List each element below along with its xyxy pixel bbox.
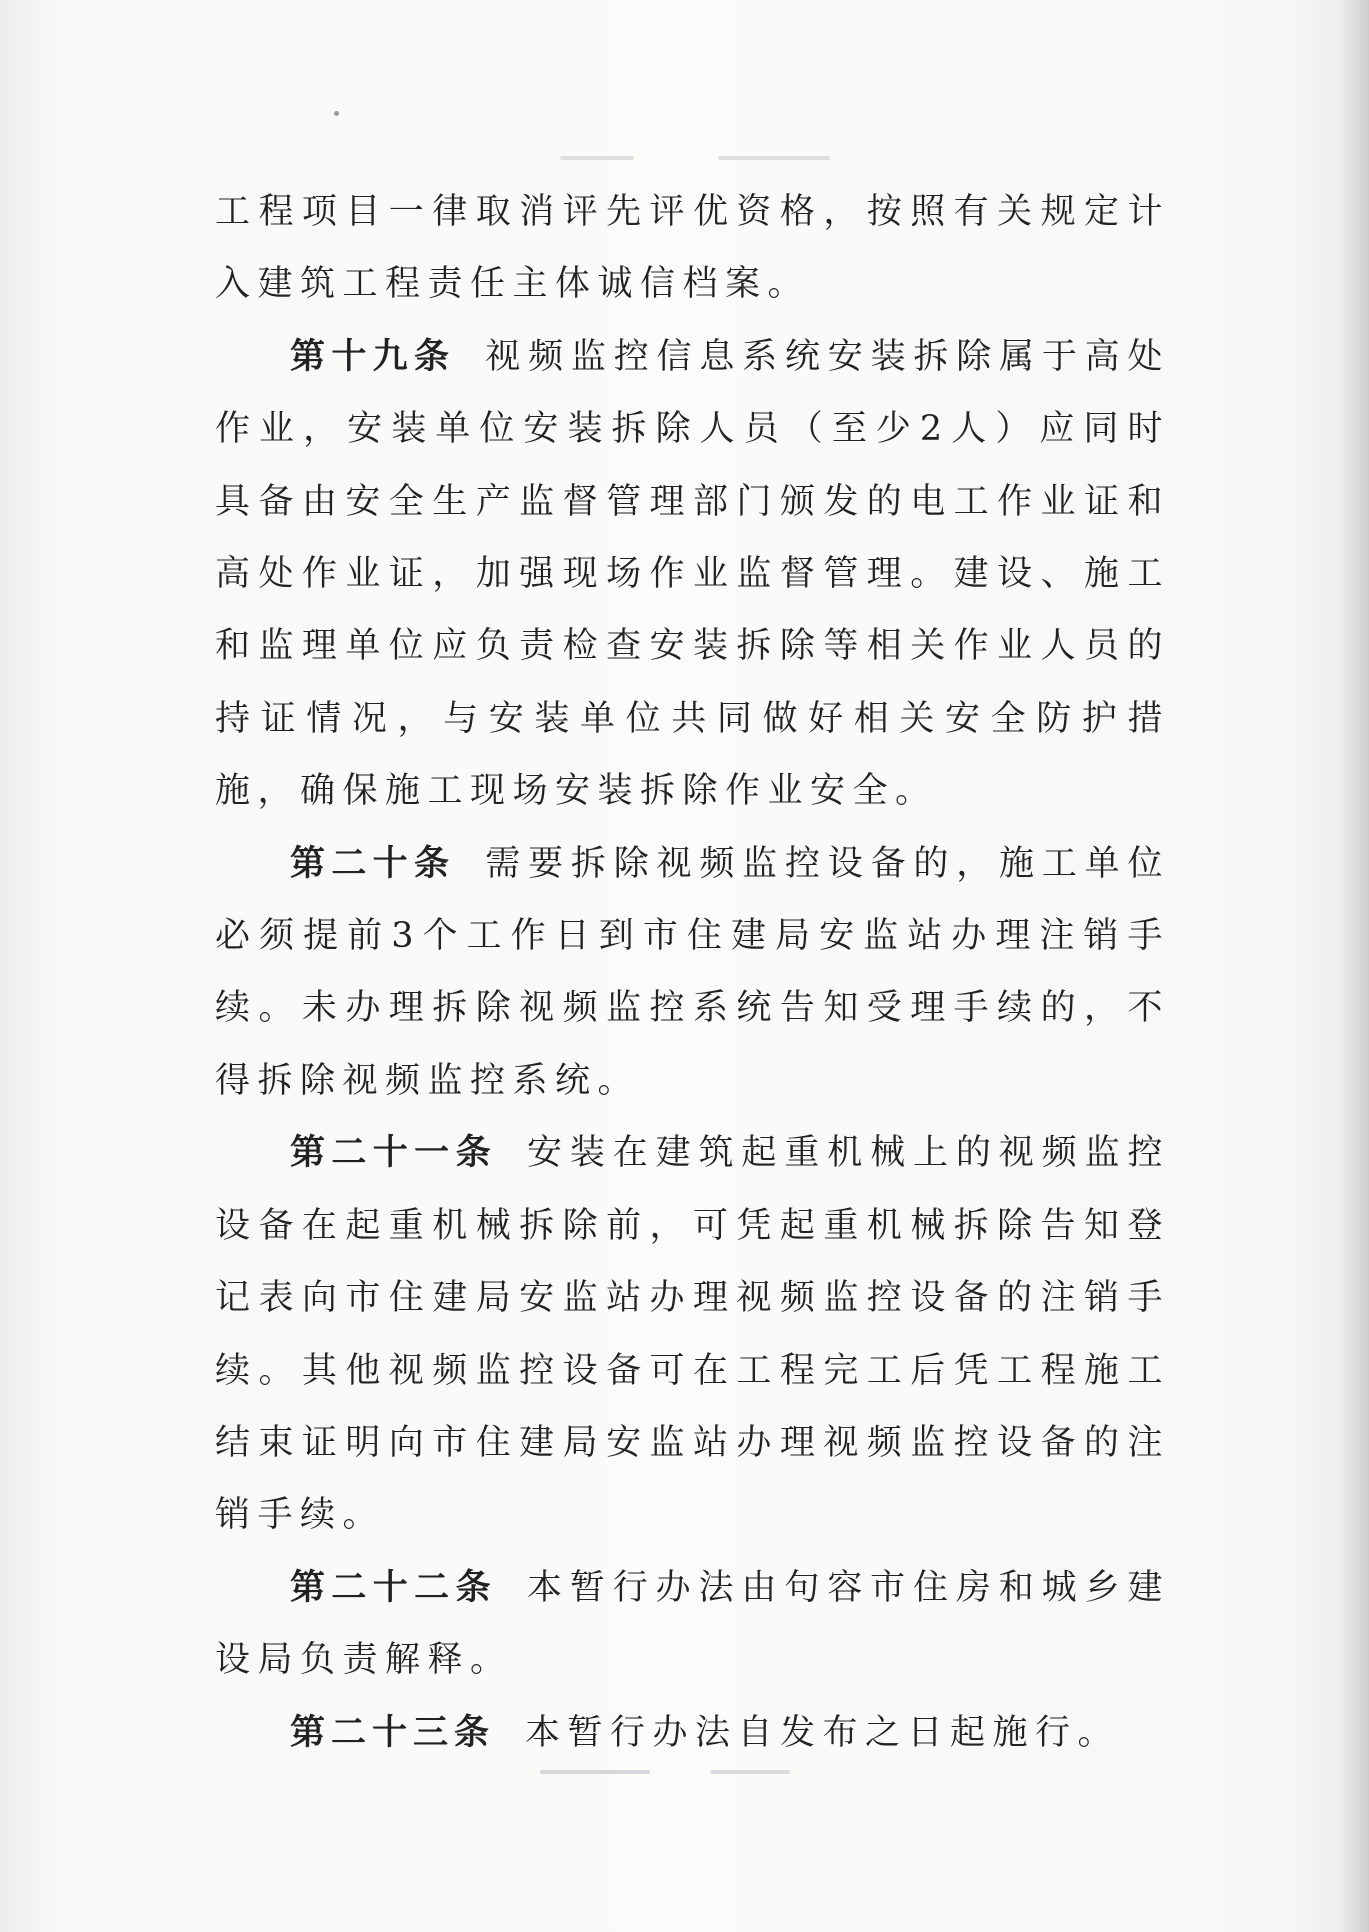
article-22-title: 第二十二条 xyxy=(290,1566,497,1608)
article-23-text: 本暂行办法自发布之日起施行。 xyxy=(525,1712,1121,1753)
scan-smudge xyxy=(560,156,634,160)
article-22-text: 本暂行办法由句容市住房和城乡建设局负责解释。 xyxy=(215,1567,1170,1681)
scan-speck xyxy=(334,111,339,116)
scan-smudge xyxy=(718,156,830,160)
article-22-paragraph xyxy=(215,1552,1170,1697)
article-19-paragraph xyxy=(215,321,1170,828)
article-20-text: 需要拆除视频监控设备的，施工单位必须提前3个工作日到市住建局安监站办理注销手续。未办理拆除视频监控系统告知受理手续的，不得拆除视频监控系统。 xyxy=(215,843,1170,1101)
article-23-paragraph xyxy=(215,1697,1170,1769)
scan-smudge xyxy=(710,1770,790,1774)
paragraph-text: 工程项目一律取消评先评优资格，按照有关规定计入建筑工程责任主体诚信档案。 xyxy=(215,192,1170,305)
document-body xyxy=(215,176,1170,1769)
continuation-paragraph xyxy=(215,176,1170,321)
article-20-title: 第二十条 xyxy=(290,842,456,884)
article-20-paragraph xyxy=(215,828,1170,1118)
article-19-title: 第十九条 xyxy=(290,335,456,377)
scan-smudge xyxy=(540,1770,650,1774)
article-21-paragraph xyxy=(215,1117,1170,1551)
article-21-title: 第二十一条 xyxy=(290,1132,497,1174)
article-21-text: 安装在建筑起重机械上的视频监控设备在起重机械拆除前，可凭起重机械拆除告知登记表向市住建局安监站办理视频监控设备的注销手续。其他视频监控设备可在工程完工后凭工程施工结束证明向市住建局安监站办理视频监控设备的注销手续。 xyxy=(215,1133,1170,1536)
article-23-title: 第二十三条 xyxy=(290,1711,496,1753)
article-19-text: 视频监控信息系统安装拆除属于高处作业，安装单位安装拆除人员（至少2人）应同时具备由安全生产监督管理部门颁发的电工作业证和高处作业证，加强现场作业监督管理。建设、施工和监理单位应负责检查安装拆除等相关作业人员的持证情况，与安装单位共同做好相关安全防护措施，确保施工现场安装拆除作业安全。 xyxy=(215,336,1170,812)
scan-edge-shadow xyxy=(1339,0,1369,1932)
